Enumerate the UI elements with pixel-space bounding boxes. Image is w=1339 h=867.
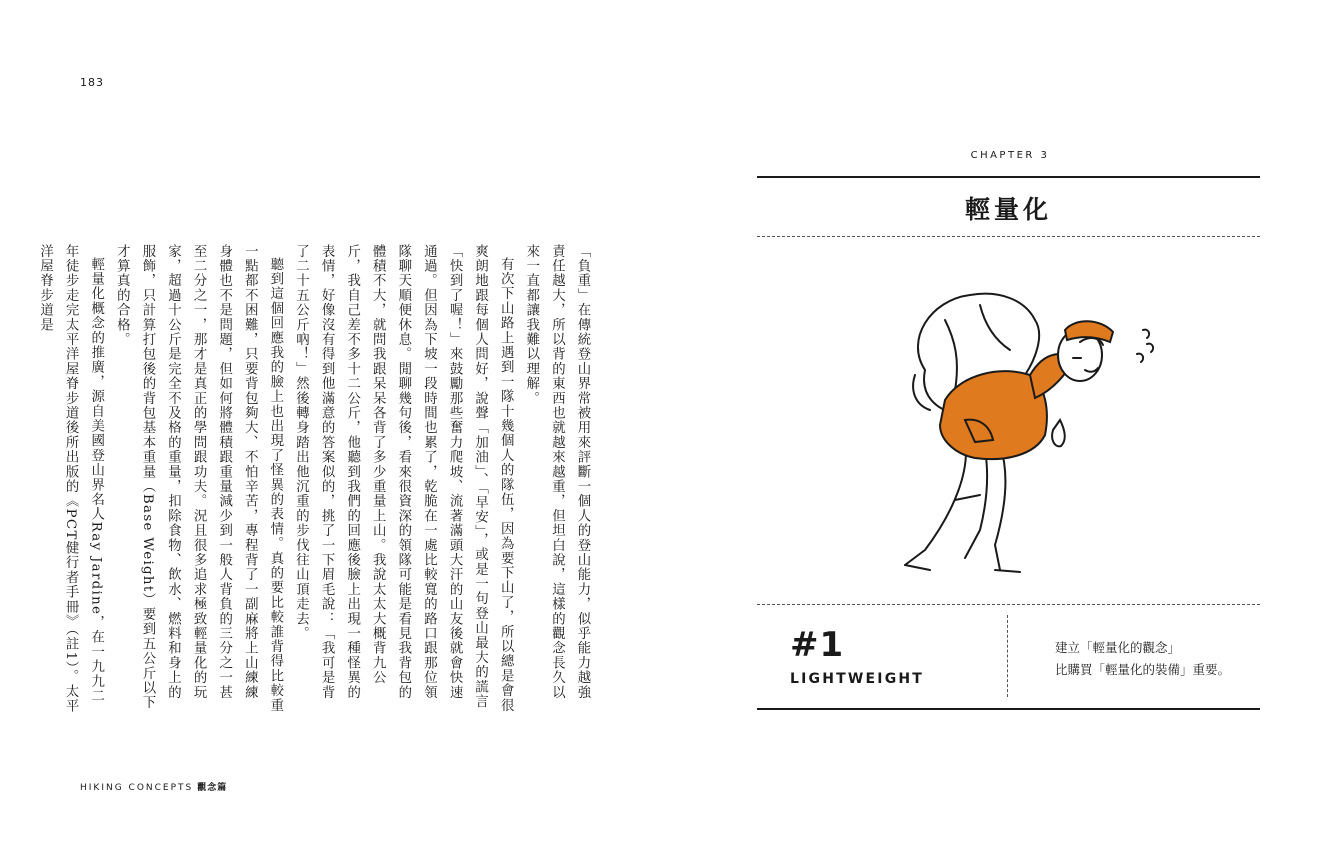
hiker-illustration — [885, 280, 1175, 580]
top-rule — [757, 176, 1260, 178]
paragraph: 「負重」在傳統登山界常被用來評斷一個人的登山能力，似乎能力越強責任越大，所以背的東西也就越來越重，但坦白說，這樣的觀念長久以來一直都讓我難以理解。 — [523, 244, 590, 700]
bottom-rule — [757, 708, 1260, 710]
vertical-divider — [1007, 615, 1008, 697]
chapter-title: 輕量化 — [964, 195, 1052, 224]
paragraph: 聽到這個回應我的臉上也出現了怪異的表情。真的要比較誰背得比較重一點都不困難，只要背包夠大、不怕辛苦，專程背了一副麻將上山練練身體也不是問題，但如何將體積跟重量減少到一般人背負的三分之一甚至二分之一，那才是真正的學問跟功夫。況且很多追求極致輕量化的玩家，超過十公斤是完全不及格的重量，扣除食物、飲水、燃料和身上的服飾，只計算打包後的背包基本重量（Base Weight）要到五公斤以下才算真的合格。 — [114, 244, 283, 714]
section-description — [1055, 637, 1230, 681]
footer-english: HIKING CONCEPTS — [80, 783, 194, 793]
footer-chinese: 觀念篇 — [197, 783, 228, 793]
chapter-label: CHAPTER 3 — [970, 150, 1050, 161]
description-line: 比購買「輕量化的裝備」重要。 — [1055, 662, 1231, 677]
description-line: 建立「輕量化的觀念」 — [1055, 640, 1181, 655]
section-number: #1 — [790, 625, 845, 665]
section-subtitle: LIGHTWEIGHT — [790, 671, 925, 687]
page-number: 183 — [80, 76, 104, 89]
section-divider — [757, 604, 1260, 605]
body-text — [37, 244, 595, 714]
paragraph: 有次下山路上遇到一隊十幾個人的隊伍，因為要下山了，所以總是會很爽朗地跟每個人問好，說聲「加油」、「早安」，或是一句登山最大的謊言「快到了喔！」來鼓勵那些奮力爬坡、流著滿頭大汗的山友後就會快速通過。但因為下坡一段時間也累了，乾脆在一處比較寬的路口跟那位領隊聊天順便休息。閒聊幾句後，看來很資深的領隊可能是看見我背包的體積不大，就問我跟呆呆各背了多少重量上山。我說太太大概背九公斤，我自己差不多十二公斤，他聽到我們的回應後臉上出現一種怪異的表情，好像沒有得到他滿意的答案似的，挑了一下眉毛說：「我可是背了二十五公斤吶！」然後轉身踏出他沉重的步伐往山頂走去。 — [293, 244, 514, 714]
paragraph: 輕量化概念的推廣，源自美國登山界名人Ray Jardine，在一九九二年徒步走完太平洋屋脊步道後所出版的《PCT健行者手冊》（註1）。太平洋屋脊步道是 — [37, 244, 104, 714]
title-divider — [757, 236, 1260, 237]
running-footer — [80, 780, 227, 793]
